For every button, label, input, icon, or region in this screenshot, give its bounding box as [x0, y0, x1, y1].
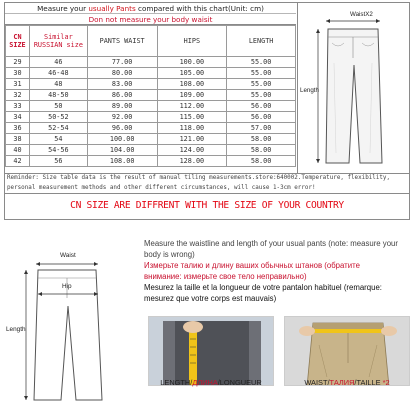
- table-cell: 118.00: [157, 123, 227, 134]
- instruction-en-line2: body is wrong): [144, 250, 195, 259]
- table-cell: 57.00: [227, 123, 296, 134]
- table-body: [6, 57, 296, 167]
- table-row: [6, 123, 296, 134]
- table-cell: 56.00: [227, 101, 296, 112]
- table-cell: 46: [29, 57, 87, 68]
- table-cell: 46-48: [29, 68, 87, 79]
- table-row: [6, 79, 296, 90]
- table-cell: 56: [29, 156, 87, 167]
- size-table: [5, 25, 296, 167]
- instruction-english: [144, 238, 414, 260]
- measure-instructions: [0, 228, 416, 416]
- header-warning-highlight: body waisit: [171, 15, 213, 24]
- caption-waist-en: WAIST/: [304, 378, 330, 387]
- length-measure-photo: [148, 316, 274, 386]
- col-cn-size: CN SIZE: [6, 26, 30, 57]
- table-cell: 52-54: [29, 123, 87, 134]
- col-length: LENGTH: [227, 26, 296, 57]
- table-row: [6, 101, 296, 112]
- reminder-text: [5, 173, 409, 193]
- table-cell: 89.00: [87, 101, 157, 112]
- table-header-row: [6, 26, 296, 57]
- table-cell: 108.00: [87, 156, 157, 167]
- header-text: Measure your: [37, 4, 89, 13]
- table-cell: 40: [6, 145, 30, 156]
- instruction-ru-line2: внимание: измерьте свое тело неправильно): [144, 272, 307, 281]
- col-pants-waist: PANTS WAIST: [87, 26, 157, 57]
- table-cell: 42: [6, 156, 30, 167]
- table-cell: 54: [29, 134, 87, 145]
- header-text: compared with this chart(Unit: cm): [135, 4, 264, 13]
- length-label: Length: [300, 87, 319, 94]
- tape-measure-icon: [285, 317, 410, 386]
- table-cell: 83.00: [87, 79, 157, 90]
- table-cell: 29: [6, 57, 30, 68]
- waist-measure-photo: [284, 316, 410, 386]
- waist-caption: [284, 378, 410, 387]
- header-highlight: usually Pants: [88, 4, 136, 13]
- table-cell: 115.00: [157, 112, 227, 123]
- table-cell: 105.00: [157, 68, 227, 79]
- caption-waist-fr: /TAILLE: [354, 378, 381, 387]
- waist-x2-label: WaistX2: [350, 11, 373, 18]
- table-cell: 86.00: [87, 90, 157, 101]
- length-label: Length: [6, 326, 26, 333]
- caption-length-ru: ДЛИНА: [192, 378, 218, 387]
- instruction-fr-line1: Mesurez la taille et la longueur de votre pantalon habituel (remarque:: [144, 283, 382, 292]
- table-cell: 100.00: [157, 57, 227, 68]
- caption-length-en: LENGTH/: [160, 378, 193, 387]
- table-cell: 77.00: [87, 57, 157, 68]
- table-cell: 55.00: [227, 68, 296, 79]
- table-cell: 121.00: [157, 134, 227, 145]
- table-cell: 58.00: [227, 156, 296, 167]
- table-cell: 55.00: [227, 79, 296, 90]
- reminder-line1: Reminder: Size table data is the result of manual tiling measurements.store:640002.Temperature, flexibility,: [7, 175, 391, 181]
- table-cell: 33: [6, 101, 30, 112]
- col-ru-size-line2: RUSSIAN size: [33, 41, 83, 49]
- header-warning-text: Don not measure your: [88, 15, 172, 24]
- instruction-fr-line2: mesurez que votre corps est mauvais): [144, 294, 277, 303]
- instruction-french: [144, 282, 414, 304]
- table-row: [6, 68, 296, 79]
- caption-length-fr: /LONGUEUR: [217, 378, 262, 387]
- caption-waist-multiplier: *2: [380, 378, 390, 387]
- table-cell: 56.00: [227, 112, 296, 123]
- table-cell: 31: [6, 79, 30, 90]
- table-cell: 32: [6, 90, 30, 101]
- table-row: [6, 156, 296, 167]
- table-cell: 36: [6, 123, 30, 134]
- table-cell: 58.00: [227, 145, 296, 156]
- table-cell: 34: [6, 112, 30, 123]
- table-cell: 30: [6, 68, 30, 79]
- table-cell: 104.00: [87, 145, 157, 156]
- instruction-text: [144, 238, 414, 304]
- hip-label: Hip: [62, 283, 72, 290]
- cn-size-warning: CN SIZE ARE DIFFRENT WITH THE SIZE OF YOUR COUNTRY: [5, 193, 409, 219]
- table-row: [6, 145, 296, 156]
- pants-outline-icon: [6, 240, 134, 408]
- table-cell: 58.00: [227, 134, 296, 145]
- table-row: [6, 90, 296, 101]
- table-cell: 48: [29, 79, 87, 90]
- caption-waist-ru: ТАЛИЯ: [329, 378, 355, 387]
- table-cell: 128.00: [157, 156, 227, 167]
- table-cell: 80.00: [87, 68, 157, 79]
- instruction-russian: [144, 260, 414, 282]
- table-cell: 112.00: [157, 101, 227, 112]
- table-cell: 96.00: [87, 123, 157, 134]
- pants-measure-diagram: [6, 240, 134, 408]
- table-row: [6, 57, 296, 68]
- instruction-en-line1: Measure the waistline and length of your usual pants (note: measure your: [144, 239, 398, 248]
- table-cell: 108.00: [157, 79, 227, 90]
- table-row: [6, 112, 296, 123]
- size-chart: [4, 2, 410, 220]
- table-row: [6, 134, 296, 145]
- table-cell: 55.00: [227, 90, 296, 101]
- table-cell: 50-52: [29, 112, 87, 123]
- table-cell: 55.00: [227, 57, 296, 68]
- col-ru-size-line1: Similar: [44, 33, 73, 41]
- table-cell: 109.00: [157, 90, 227, 101]
- col-hips: HIPS: [157, 26, 227, 57]
- table-cell: 48-50: [29, 90, 87, 101]
- table-cell: 38: [6, 134, 30, 145]
- waist-label: Waist: [60, 252, 76, 259]
- pants-diagram-panel: [297, 3, 409, 173]
- table-cell: 54-56: [29, 145, 87, 156]
- chart-header-line2: [5, 14, 296, 25]
- table-cell: 100.00: [87, 134, 157, 145]
- instruction-ru-line1: Измерьте талию и длину ваших обычных штанов (обратите: [144, 261, 360, 270]
- chart-header-line1: [5, 3, 296, 14]
- length-caption: [148, 378, 274, 387]
- table-cell: 124.00: [157, 145, 227, 156]
- tape-measure-icon: [149, 317, 274, 386]
- reminder-line2: personal measurement methods and other different circumstances, will cause 1-3cm error!: [7, 184, 316, 191]
- table-cell: 92.00: [87, 112, 157, 123]
- col-ru-size: [29, 26, 87, 57]
- table-cell: 50: [29, 101, 87, 112]
